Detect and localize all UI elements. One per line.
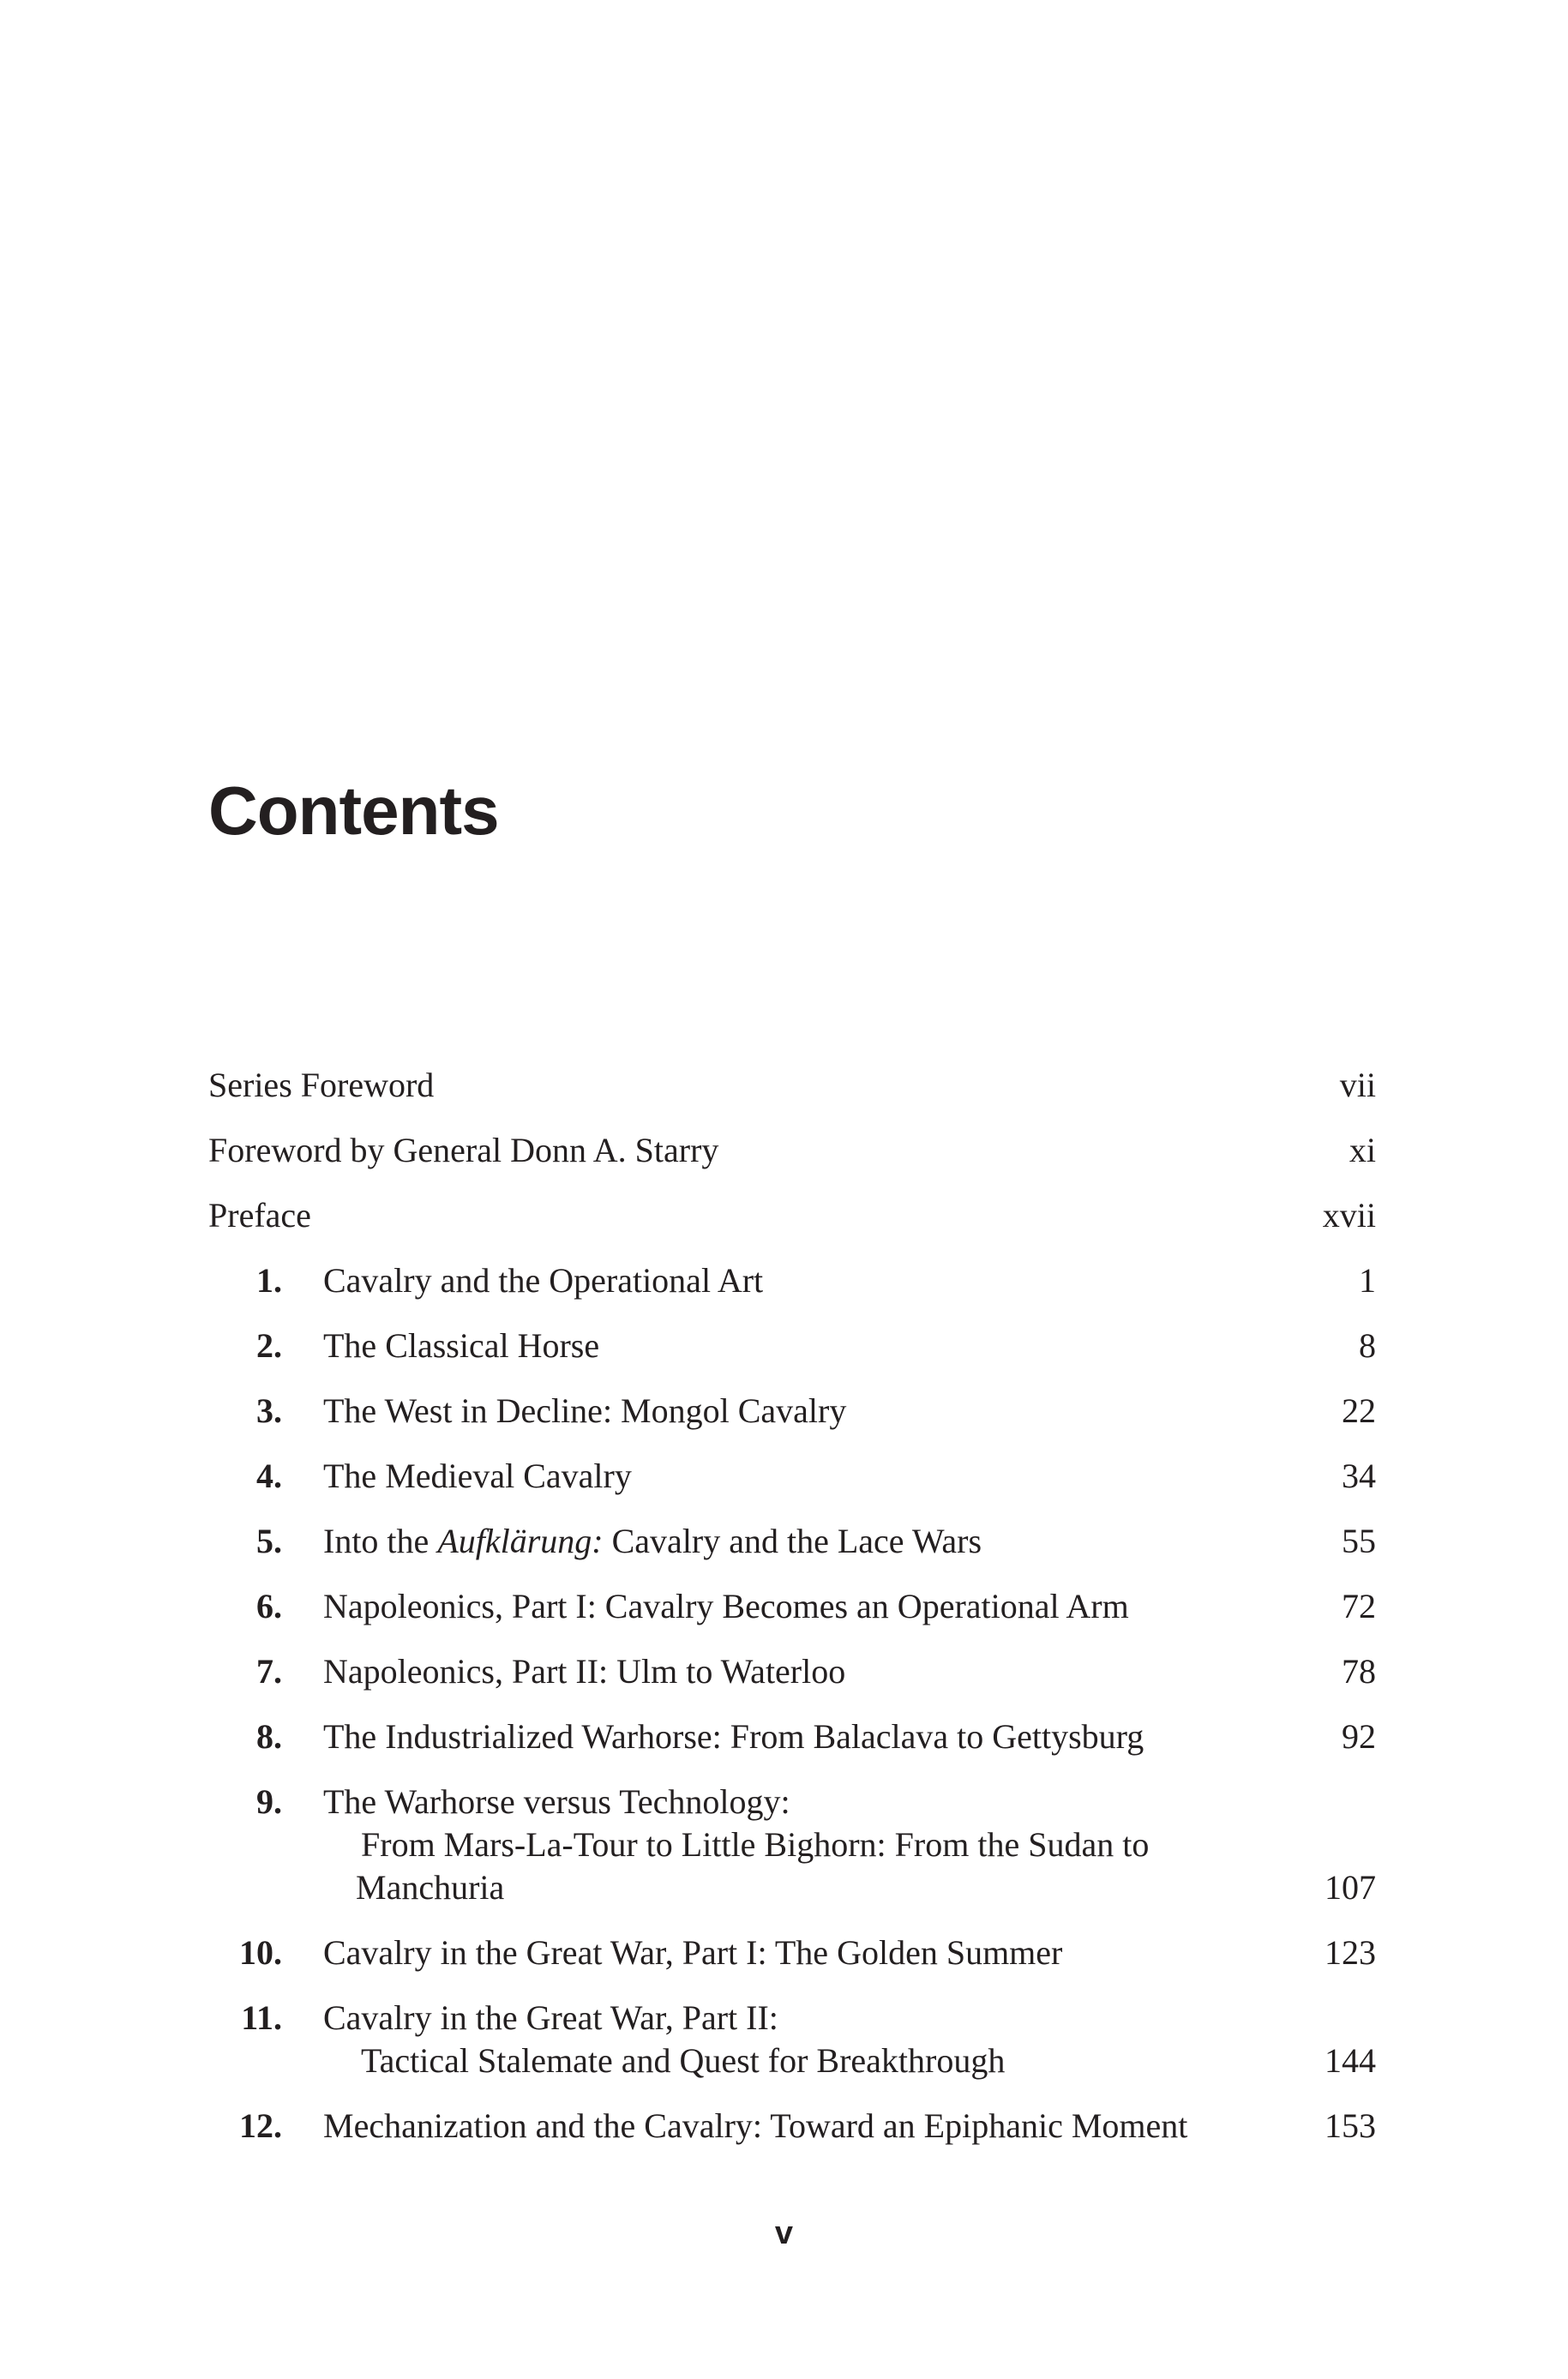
title-prefix: Into the (323, 1522, 438, 1560)
page-number: 1 (1359, 1261, 1376, 1300)
chapter-number: 2. (256, 1326, 282, 1365)
chapter-title: The West in Decline: Mongol Cavalry (323, 1391, 847, 1430)
toc-entry (208, 1194, 1376, 1237)
chapter-number: 11. (241, 1998, 282, 2037)
page-title: Contents (208, 772, 499, 849)
chapter-number: 12. (239, 2106, 282, 2145)
page-number: 78 (1342, 1652, 1376, 1691)
entry-title: Foreword by General Donn A. Starry (208, 1131, 719, 1169)
chapter-subtitle: From Mars-La-Tour to Little Bighorn: From the Sudan to (361, 1825, 1150, 1864)
page-number: 92 (1342, 1717, 1376, 1756)
toc-chapter (208, 1455, 1376, 1498)
toc-chapter (208, 1931, 1376, 1974)
page-number: 22 (1342, 1391, 1376, 1430)
toc-chapter (208, 1585, 1376, 1628)
toc-chapter (208, 1390, 1376, 1433)
chapter-subtitle: Manchuria (356, 1868, 505, 1907)
chapter-title (323, 1520, 1265, 1563)
chapter-title: Cavalry and the Operational Art (323, 1261, 764, 1300)
page-number: 55 (1342, 1522, 1376, 1560)
chapter-title: Napoleonics, Part II: Ulm to Waterloo (323, 1652, 846, 1691)
page-number: xvii (1322, 1196, 1376, 1235)
entry-title: Preface (208, 1196, 311, 1235)
toc-chapter (208, 1997, 1376, 2082)
toc-chapter (208, 1520, 1376, 1563)
chapter-title: The Industrialized Warhorse: From Balaclava to Gettysburg (323, 1717, 1144, 1756)
page-number: 107 (1325, 1868, 1376, 1907)
chapter-number: 7. (256, 1652, 282, 1691)
toc-chapter (208, 1259, 1376, 1302)
entry-title: Series Foreword (208, 1066, 435, 1104)
chapter-number: 1. (256, 1261, 282, 1300)
toc-chapter (208, 2105, 1376, 2148)
chapter-number: 3. (256, 1391, 282, 1430)
chapter-title: Cavalry in the Great War, Part II: (323, 1998, 778, 2037)
page-number: 144 (1325, 2041, 1376, 2080)
page-number: xi (1349, 1131, 1376, 1169)
page-number: 123 (1325, 1933, 1376, 1972)
chapter-title: The Warhorse versus Technology: (323, 1782, 790, 1821)
title-suffix: Cavalry and the Lace Wars (603, 1522, 982, 1560)
page-number: 72 (1342, 1587, 1376, 1625)
chapter-title: Mechanization and the Cavalry: Toward an Epiphanic Moment (323, 2106, 1188, 2145)
chapter-title: The Medieval Cavalry (323, 1457, 632, 1495)
toc-chapter (208, 1650, 1376, 1693)
toc-chapter (208, 1325, 1376, 1367)
chapter-number: 6. (256, 1587, 282, 1625)
toc-chapter (208, 1781, 1376, 1909)
table-of-contents (208, 1064, 1376, 2170)
page-folio: v (774, 2215, 794, 2251)
chapter-title: Napoleonics, Part I: Cavalry Becomes an Operational Arm (323, 1587, 1129, 1625)
chapter-number: 9. (256, 1782, 282, 1821)
chapter-number: 10. (239, 1933, 282, 1972)
title-italic: Aufklärung: (437, 1522, 604, 1560)
page-number: 153 (1325, 2106, 1376, 2145)
chapter-title: Cavalry in the Great War, Part I: The Golden Summer (323, 1933, 1063, 1972)
chapter-subtitle: Tactical Stalemate and Quest for Breakthrough (361, 2041, 1006, 2080)
page-number: vii (1339, 1066, 1376, 1104)
chapter-number: 8. (256, 1717, 282, 1756)
toc-entry (208, 1064, 1376, 1107)
page-number: 8 (1359, 1326, 1376, 1365)
chapter-title: The Classical Horse (323, 1326, 600, 1365)
chapter-number: 5. (256, 1522, 282, 1560)
page-number: 34 (1342, 1457, 1376, 1495)
toc-chapter (208, 1715, 1376, 1758)
chapter-number: 4. (256, 1457, 282, 1495)
toc-entry (208, 1129, 1376, 1172)
